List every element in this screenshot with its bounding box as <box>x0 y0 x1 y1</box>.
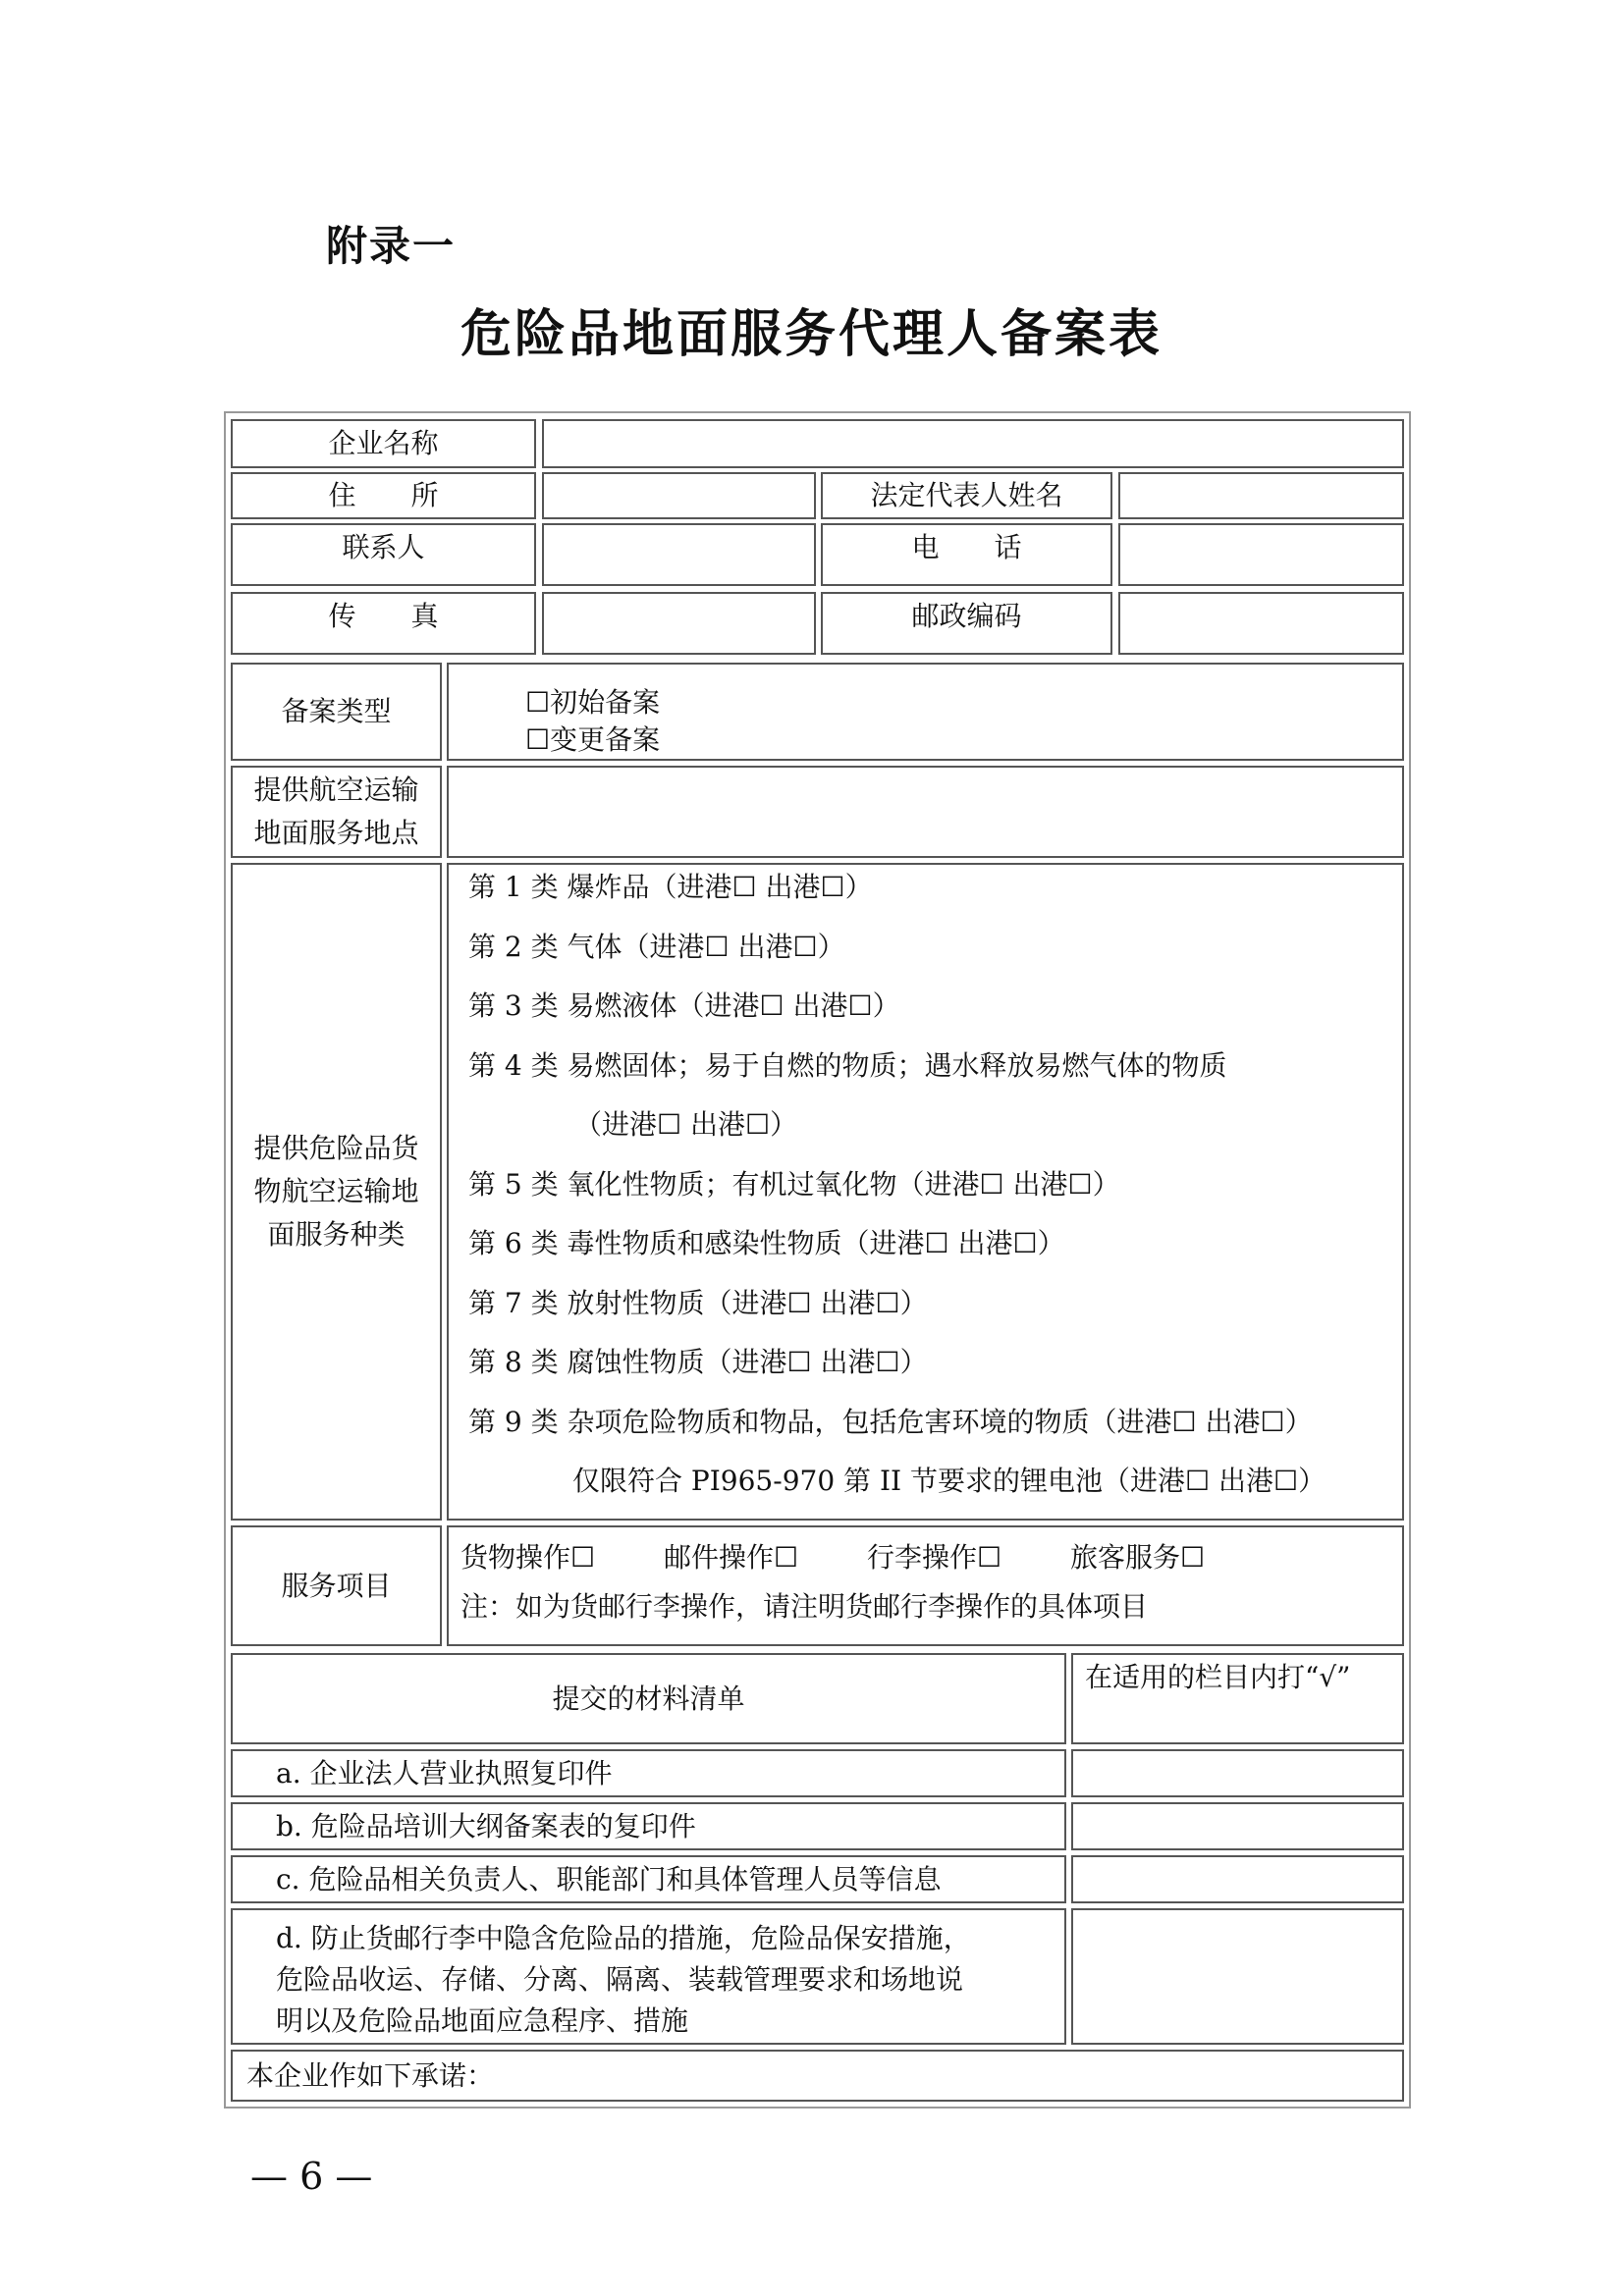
phone-label: 电 话 <box>821 523 1112 586</box>
service-location-label-line1: 提供航空运输 <box>253 774 419 806</box>
dg-classes-label-line: 提供危险品货 <box>253 1132 419 1164</box>
phone-field[interactable] <box>1118 523 1404 586</box>
dg-class-8[interactable]: 第 8 类 腐蚀性物质（进港☐ 出港☐） <box>468 1346 928 1378</box>
cargo-handling-checkbox[interactable]: 货物操作☐ <box>460 1541 596 1575</box>
dg-class-7[interactable]: 第 7 类 放射性物质（进港☐ 出港☐） <box>468 1286 928 1319</box>
address-label: 住 所 <box>231 472 536 519</box>
service-items-label: 服务项目 <box>231 1525 442 1646</box>
legal-rep-field[interactable] <box>1118 472 1404 519</box>
mail-handling-checkbox[interactable]: 邮件操作☐ <box>664 1541 799 1575</box>
dg-class-9[interactable]: 第 9 类 杂项危险物质和物品，包括危害环境的物质（进港☐ 出港☐） <box>468 1405 1313 1438</box>
postcode-field[interactable] <box>1118 592 1404 655</box>
material-item-c: c. 危险品相关负责人、职能部门和具体管理人员等信息 <box>231 1855 1066 1903</box>
dg-classes-label <box>231 863 442 1521</box>
dg-class-4: 第 4 类 易燃固体；易于自燃的物质；遇水释放易燃气体的物质 <box>468 1048 1227 1082</box>
dg-class-6[interactable]: 第 6 类 毒性物质和感染性物质（进港☐ 出港☐） <box>468 1227 1065 1259</box>
material-item-d-line: d. 防止货邮行李中隐含危险品的措施，危险品保安措施， <box>276 1922 971 1954</box>
material-item-d-line: 危险品收运、存储、分离、隔离、装载管理要求和场地说 <box>276 1963 964 1996</box>
material-check-b[interactable] <box>1071 1802 1404 1850</box>
contact-field[interactable] <box>542 523 816 586</box>
dg-class-1[interactable]: 第 1 类 爆炸品（进港☐ 出港☐） <box>468 871 873 903</box>
passenger-service-checkbox[interactable]: 旅客服务☐ <box>1070 1541 1206 1575</box>
material-item-a: a. 企业法人营业执照复印件 <box>231 1749 1066 1797</box>
dg-class-5[interactable]: 第 5 类 氧化性物质；有机过氧化物（进港☐ 出港☐） <box>468 1167 1120 1201</box>
commitment-statement: 本企业作如下承诺： <box>231 2050 1404 2102</box>
material-item-d <box>231 1908 1066 2045</box>
baggage-handling-checkbox[interactable]: 行李操作☐ <box>867 1541 1002 1575</box>
fax-field[interactable] <box>542 592 816 655</box>
dg-class-9-lithium[interactable]: 仅限符合 PI965-970 第 II 节要求的锂电池（进港☐ 出港☐） <box>572 1465 1326 1497</box>
page-number: — 6 — <box>250 2155 373 2198</box>
postcode-label: 邮政编码 <box>821 592 1112 655</box>
service-location-label-line2: 地面服务地点 <box>253 817 419 849</box>
address-field[interactable] <box>542 472 816 519</box>
company-name-label: 企业名称 <box>231 419 536 468</box>
dg-class-3[interactable]: 第 3 类 易燃液体（进港☐ 出港☐） <box>468 989 900 1022</box>
dg-classes-label-line: 面服务种类 <box>267 1218 406 1251</box>
service-items-options <box>447 1525 1404 1646</box>
material-item-b: b. 危险品培训大纲备案表的复印件 <box>231 1802 1066 1850</box>
service-location-label <box>231 766 442 858</box>
dg-class-4-checkboxes[interactable]: （进港☐ 出港☐） <box>574 1108 798 1141</box>
material-check-a[interactable] <box>1071 1749 1404 1797</box>
materials-header: 提交的材料清单 <box>231 1653 1066 1744</box>
fax-label: 传 真 <box>231 592 536 655</box>
legal-rep-label: 法定代表人姓名 <box>821 472 1112 519</box>
page-title: 危险品地面服务代理人备案表 <box>460 305 1163 364</box>
contact-label: 联系人 <box>231 523 536 586</box>
service-items-note: 注：如为货邮行李操作，请注明货邮行李操作的具体项目 <box>460 1590 1149 1624</box>
dg-classes-label-line: 物航空运输地 <box>253 1175 419 1207</box>
company-name-field[interactable] <box>542 419 1404 468</box>
initial-filing-checkbox[interactable]: ☐初始备案 <box>525 686 661 719</box>
material-item-d-line: 明以及危险品地面应急程序、措施 <box>276 2004 689 2037</box>
filing-type-label: 备案类型 <box>231 663 442 761</box>
material-check-d[interactable] <box>1071 1908 1404 2045</box>
filing-type-options <box>447 663 1404 761</box>
dg-classes-list <box>447 863 1404 1521</box>
material-check-c[interactable] <box>1071 1855 1404 1903</box>
appendix-label: 附录一 <box>326 222 457 270</box>
dg-class-2[interactable]: 第 2 类 气体（进港☐ 出港☐） <box>468 930 845 963</box>
service-location-field[interactable] <box>447 766 1404 858</box>
change-filing-checkbox[interactable]: ☐变更备案 <box>525 723 661 756</box>
materials-check-header: 在适用的栏目内打“√” <box>1071 1653 1404 1744</box>
